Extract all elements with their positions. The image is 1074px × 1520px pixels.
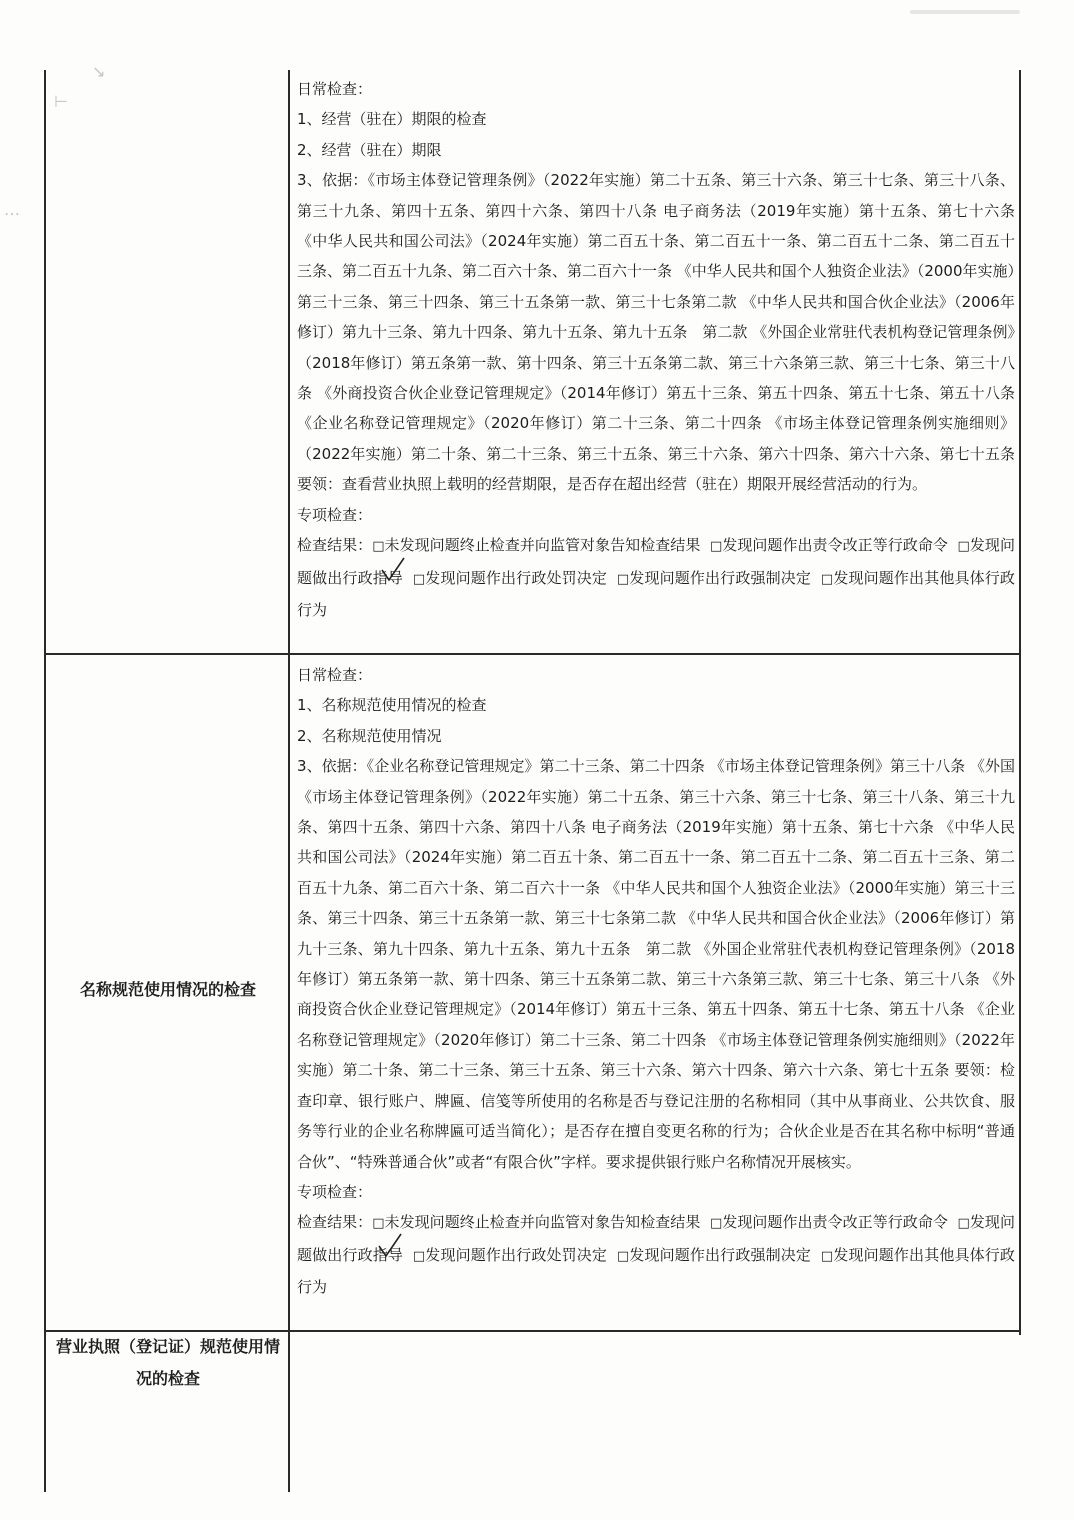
check-result [297,1207,1015,1302]
result-option: 发现问题作出其他具体行政行为 [297,568,1015,619]
daily-check-heading: 日常检查： [297,666,373,684]
scan-mark: ↘ [92,62,106,81]
row-label-license-usage: 营业执照（登记证）规范使用情况的检查 [55,1337,280,1388]
table-left-border [44,70,46,1492]
checkbox[interactable]: □ [820,571,834,587]
daily-check-heading: 日常检查： [297,80,373,98]
table-right-border [1019,70,1021,1335]
check-result-label: 检查结果： [297,1213,373,1232]
inspection-content-name-usage [297,660,1015,1303]
result-option: 发现问题作出行政处罚决定 [425,1245,608,1264]
check-result-label: 检查结果： [297,536,373,555]
special-check-heading: 专项检查： [297,505,373,524]
checkbox[interactable]: □ [957,539,970,555]
result-option: 发现问题作出责令改正等行政命令 [722,1213,948,1232]
checkbox[interactable]: □ [709,1216,723,1232]
check-item: 2、名称规范使用情况 [297,726,442,745]
result-option: 发现问题作出责令改正等行政命令 [722,536,948,555]
checkbox[interactable]: □ [957,1216,970,1232]
inspection-content-operating-period [297,74,1015,625]
checkbox[interactable]: □ [616,1248,630,1264]
special-check-heading: 专项检查： [297,1182,373,1201]
check-item: 1、经营（驻在）期限的检查 [297,110,487,129]
checkbox[interactable]: □ [372,1216,385,1232]
scan-smudge [910,10,1020,14]
handwritten-checkmark-icon [380,556,406,582]
result-option: 发现问题作出行政强制决定 [629,1245,812,1264]
result-option: 发现问题作出其他具体行政行为 [297,1245,1015,1297]
checkbox[interactable]: □ [616,571,630,587]
checkbox[interactable]: □ [820,1248,834,1264]
checkbox[interactable]: □ [412,1248,426,1264]
checkbox[interactable]: □ [372,539,385,555]
legal-basis: 3、依据：《企业名称登记管理规定》第二十三条、第二十四条 《市场主体登记管理条例》第三十八条 《外国《市场主体登记管理条例》（2022年实施）第二十五条、第三十六条、第三十七条、第三十八条、第三十九条、第四十五条、第四十六条、第四十八条 电子商务法（2019年实施）第十五条、第七十六条 《中华人民共和国公司法》（2024年实施）第二百五十条、第二百五十一条、第二百五十二条、第二百五十三条、第二百五十九条、第二百六十条、第二百六十一条 《中华人民共和国个人独资企业法》（2000年实施）第三十三条、第三十四条、第三十五条第一款、第三十七条第二款 《中华人民共和国合伙企业法》（2006年修订）第九十三条、第九十四条、第九十五条、第九十五条 第二款 《外国企业常驻代表机构登记管理条例》（2018年修订）第五条第一款、第十四条、第三十五条第二款、第三十六条第三款、第三十七条、第三十八条 《外商投资合伙企业登记管理规定》（2014年修订）第五十三条、第五十四条、第五十七条、第五十八条 《企业名称登记管理规定》（2020年修订）第二十三条、第二十四条 《市场主体登记管理条例实施细则》（2022年实施）第二十条、第二十三条、第三十五条、第三十六条、第六十四条、第六十六条、第七十五条 要领：检查印章、银行账户、牌匾、信笺等所使用的名称是否与登记注册的名称相同（其中从事商业、公共饮食、服务等行业的企业名称牌匾可适当简化）；是否存在擅自变更名称的行为；合伙企业是否在其名称中标明“普通合伙”、“特殊普通合伙”或者“有限合伙”字样。要求提供银行账户名称情况开展核实。 [297,757,1015,1171]
check-item: 1、名称规范使用情况的检查 [297,696,487,715]
check-item: 2、经营（驻在）期限 [297,140,442,159]
scan-mark: … [4,200,20,219]
result-option: 发现问题作出行政处罚决定 [425,568,608,587]
row-divider [44,653,1021,655]
result-option: 未发现问题终止检查并向监管对象告知检查结果 [384,1213,701,1232]
result-option: 发现问题做出行政指导 [297,1213,1015,1264]
row-label-name-usage: 名称规范使用情况的检查 [79,980,256,999]
scan-mark: ⊢ [54,92,68,111]
checkbox[interactable]: □ [412,571,426,587]
checkbox[interactable]: □ [709,539,723,555]
result-option: 未发现问题终止检查并向监管对象告知检查结果 [384,536,701,555]
legal-basis: 3、依据：《市场主体登记管理条例》（2022年实施）第二十五条、第三十六条、第三十七条、第三十八条、第三十九条、第四十五条、第四十六条、第四十八条 电子商务法（2019年实施）第十五条、第七十六条 《中华人民共和国公司法》（2024年实施）第二百五十条、第二百五十一条、第二百五十二条、第二百五十三条、第二百五十九条、第二百六十条、第二百六十一条 《中华人民共和国个人独资企业法》（2000年实施）第三十三条、第三十四条、第三十五条第一款、第三十七条第二款 《中华人民共和国合伙企业法》（2006年修订）第九十三条、第九十四条、第九十五条、第九十五条 第二款 《外国企业常驻代表机构登记管理条例》（2018年修订）第五条第一款、第十四条、第三十五条第二款、第三十六条第三款、第三十七条、第三十八条 《外商投资合伙企业登记管理规定》（2014年修订）第五十三条、第五十四条、第五十七条、第五十八条 《企业名称登记管理规定》（2020年修订）第二十三条、第二十四条 《市场主体登记管理条例实施细则》（2022年实施）第二十条、第二十三条、第三十五条、第三十六条、第六十四条、第六十六条、第七十五条 要领：查看营业执照上载明的经营期限，是否存在超出经营（驻在）期限开展经营活动的行为。 [297,171,1015,494]
table-column-divider [288,70,290,1492]
result-option: 发现问题作出行政强制决定 [629,568,812,587]
handwritten-checkmark-icon [377,1232,403,1258]
result-option: 发现问题做出行政指导 [297,536,1015,587]
